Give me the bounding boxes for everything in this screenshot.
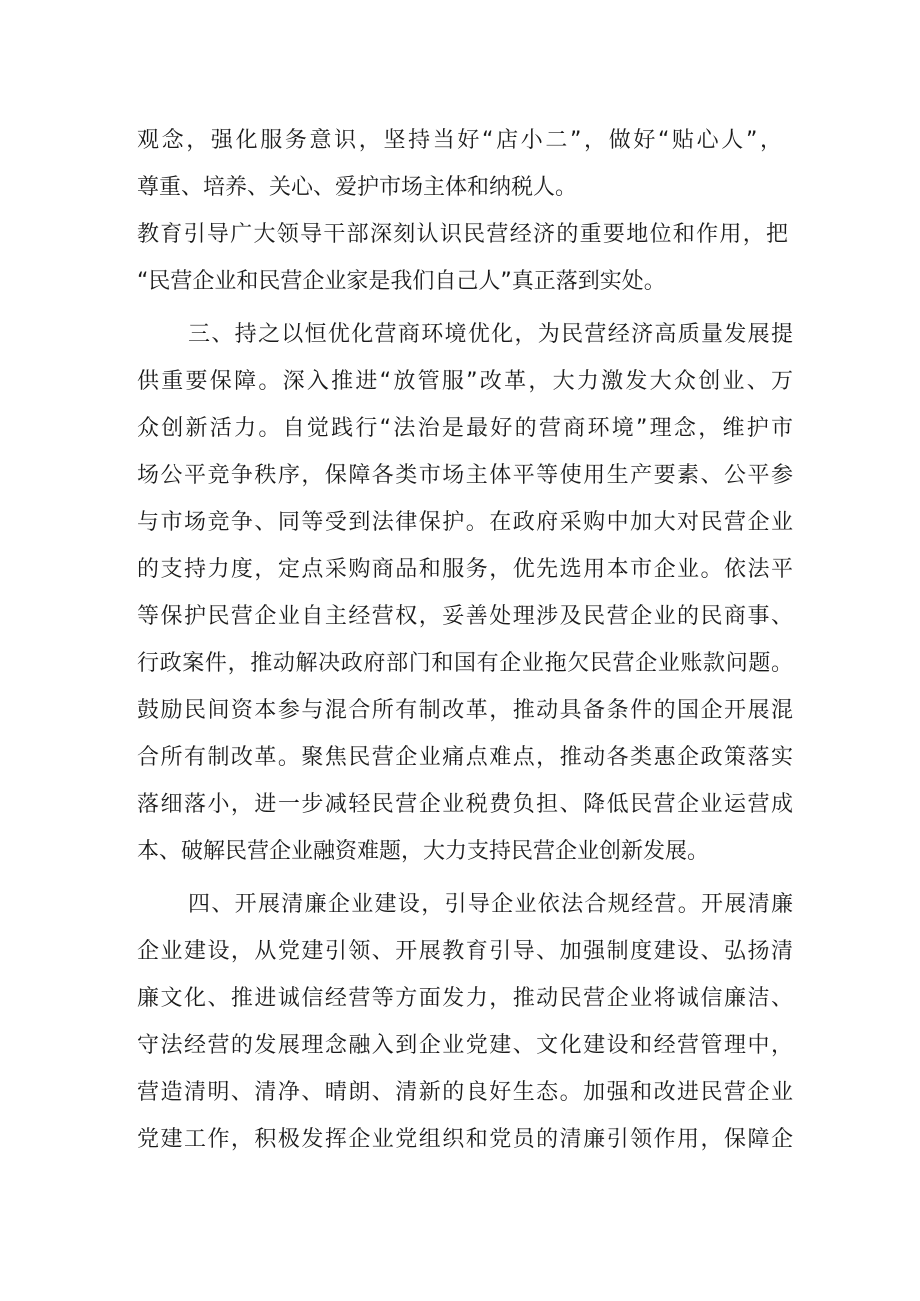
text-line: 场公平竞争秩序，保障各类市场主体平等使用生产要素、公平参 xyxy=(137,463,793,488)
text-line: 合所有制改革。聚焦民营企业痛点难点，推动各类惠企政策落实 xyxy=(137,745,793,770)
section-heading-line: 三、持之以恒优化营商环境优化，为民营经济高质量发展提 xyxy=(188,322,793,347)
text-line: 观念，强化服务意识，坚持当好“店小二”，做好“贴心人”， xyxy=(137,128,782,153)
text-line: 众创新活力。自觉践行“法治是最好的营商环境”理念，维护市 xyxy=(137,416,794,441)
text-line: 企业建设，从党建引领、开展教育引导、加强制度建设、弘扬清 xyxy=(137,939,793,964)
text-line: 守法经营的发展理念融入到企业党建、文化建设和经营管理中， xyxy=(137,1033,793,1058)
text-line: 营造清明、清净、晴朗、清新的良好生态。加强和改进民营企业 xyxy=(137,1080,793,1105)
text-line: 与市场竞争、同等受到法律保护。在政府采购中加大对民营企业 xyxy=(137,510,793,535)
text-line: 的支持力度，定点采购商品和服务，优先选用本市企业。依法平 xyxy=(137,557,793,582)
text-line: 教育引导广大领导干部深刻认识民营经济的重要地位和作用，把 xyxy=(137,222,788,247)
text-line: 行政案件，推动解决政府部门和国有企业拖欠民营企业账款问题。 xyxy=(137,651,793,676)
section-heading-line: 四、开展清廉企业建设，引导企业依法合规经营。开展清廉 xyxy=(188,892,793,917)
text-line: 尊重、培养、关心、爱护市场主体和纳税人。 xyxy=(137,175,578,200)
text-line: 等保护民营企业自主经营权，妥善处理涉及民营企业的民商事、 xyxy=(137,604,793,629)
text-line: 廉文化、推进诚信经营等方面发力，推动民营企业将诚信廉洁、 xyxy=(137,986,793,1011)
text-line: 本、破解民营企业融资难题，大力支持民营企业创新发展。 xyxy=(137,839,710,864)
text-line: 落细落小，进一步减轻民营企业税费负担、降低民营企业运营成 xyxy=(137,792,793,817)
text-line: “民营企业和民营企业家是我们自己人”真正落到实处。 xyxy=(137,269,666,294)
text-line: 党建工作，积极发挥企业党组织和党员的清廉引领作用，保障企 xyxy=(137,1127,793,1152)
text-line: 供重要保障。深入推进“放管服”改革，大力激发大众创业、万 xyxy=(137,369,794,394)
text-line: 鼓励民间资本参与混合所有制改革，推动具备条件的国企开展混 xyxy=(137,698,793,723)
